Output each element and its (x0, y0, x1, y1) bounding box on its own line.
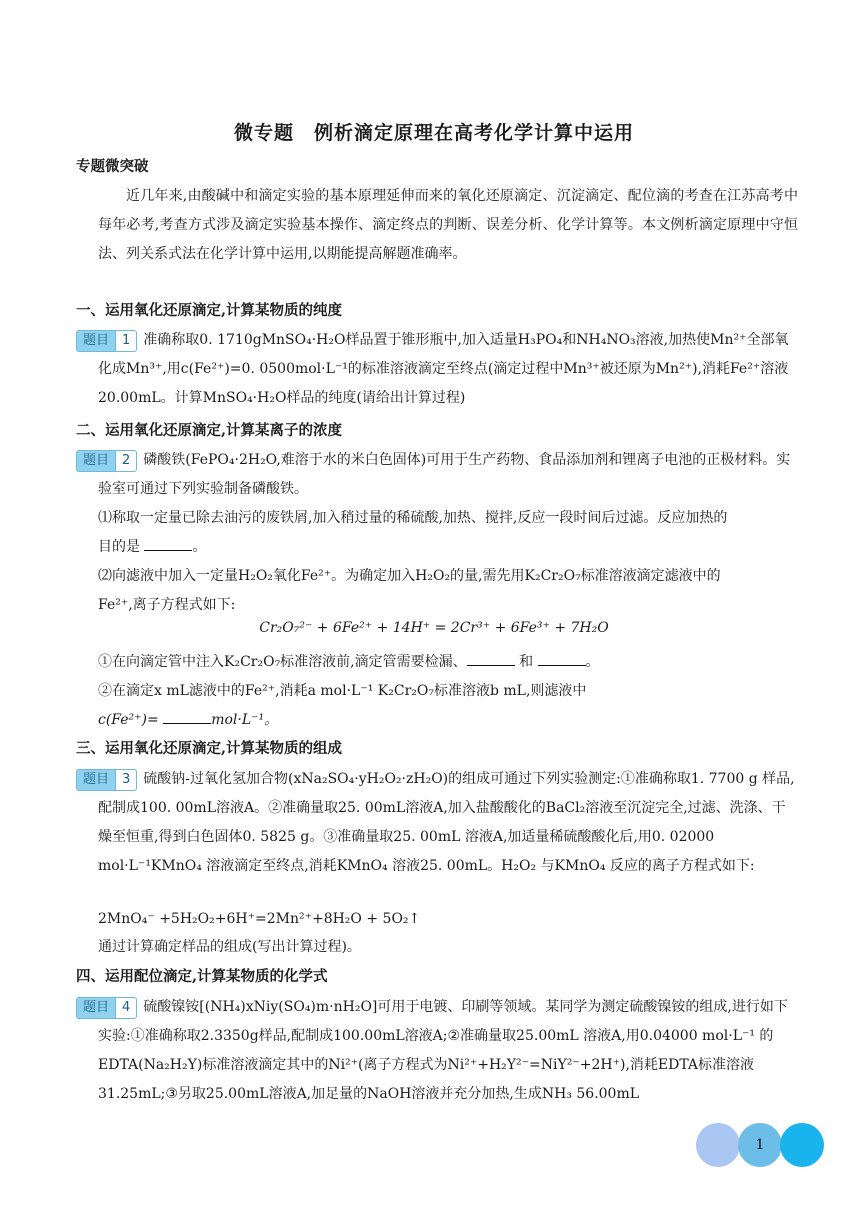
question-3 (76, 765, 796, 881)
page-number-badge (696, 1123, 826, 1169)
section-heading-4: 四、运用配位滴定,计算某物质的化学式 (76, 968, 328, 985)
equation-permanganate: 2MnO₄⁻ +5H₂O₂+6H⁺=2Mn²⁺+8H₂O + 5O₂↑ (98, 911, 421, 927)
q2-sub3: c(Fe²⁺)= mol·L⁻¹。 (98, 706, 798, 735)
q3-tail: 通过计算确定样品的组成(写出计算过程)。 (98, 939, 361, 955)
question-tag-2: 题目 2 (76, 450, 137, 470)
q2-part1-line: ⑴称取一定量已除去油污的废铁屑,加入稍过量的稀硫酸,加热、搅拌,反应一段时间后过滤。反应加热的 (98, 510, 728, 526)
decor-circle-right (780, 1123, 824, 1167)
question-tag-3: 题目 3 (76, 769, 137, 789)
intro-heading: 专题微突破 (76, 158, 149, 175)
answer-blank-4[interactable] (163, 709, 211, 724)
section-heading-3: 三、运用氧化还原滴定,计算某物质的组成 (76, 740, 343, 757)
q2-sub2: ②在滴定x mL滤液中的Fe²⁺,消耗a mol·L⁻¹ K₂Cr₂O₇标准溶液b mL,则滤液中 (98, 683, 587, 699)
intro-paragraph: 近几年来,由酸碱中和滴定实验的基本原理延伸而来的氧化还原滴定、沉淀滴定、配位滴的考查在江苏高考中每年必考,考查方式涉及滴定实验基本操作、滴定终点的判断、误差分析、化学计算等。本文例析滴定原理中守恒法、列关系式法在化学计算中运用,以期能提高解题准确率。 (98, 188, 798, 262)
q2-sub1: ①在向滴定管中注入K₂Cr₂O₇标准溶液前,滴定管需要检漏、 和 。 (98, 648, 798, 677)
question-2-text: 磷酸铁(FePO₄·2H₂O,难溶于水的米白色固体)可用于生产药物、食品添加剂和锂离子电池的正极材料。实验室可通过下列实验制备磷酸铁。 (98, 452, 791, 497)
page-title: 微专题 例析滴定原理在高考化学计算中运用 (233, 122, 634, 144)
section-heading-1: 一、运用氧化还原滴定,计算某物质的纯度 (76, 302, 343, 319)
question-4-text: 硫酸镍铵[(NH₄)xNiy(SO₄)m·nH₂O]可用于电镀、印刷等领域。某同学为测定硫酸镍铵的组成,进行如下实验:①准确称取2.3350g样品,配制成100.00mL溶液A;②准确量取25.00mL 溶液A,用0.04000 mol·L⁻¹ 的EDTA(Na₂H₂Y)标准溶液滴定其中的Ni²⁺(离子方程式为Ni²⁺+H₂Y²⁻=NiY²⁻+2H⁺),消耗EDTA标准溶液31.25mL;③另取25.00mL溶液A,加足量的NaOH溶液并充分加热,生成NH₃ 56.00mL (98, 999, 788, 1102)
question-4 (76, 993, 796, 1109)
answer-blank-3[interactable] (538, 651, 586, 666)
question-tag-4: 题目 4 (76, 997, 137, 1017)
q2-part2-line: ⑵向滤液中加入一定量H₂O₂氧化Fe²⁺。为确定加入H₂O₂的量,需先用K₂Cr₂O₇标准溶液滴定滤液中的 (98, 568, 721, 584)
equation-dichromate: Cr₂O₇²⁻ + 6Fe²⁺ + 14H⁺ = 2Cr³⁺ + 6Fe³⁺ + 7H₂O (259, 620, 609, 636)
page-number: 1 (755, 1137, 765, 1153)
q2-part1-answer-line: 目的是 。 (98, 533, 798, 562)
q2-part2-line-2: Fe²⁺,离子方程式如下: (98, 597, 236, 613)
decor-circle-left (696, 1123, 740, 1167)
question-3-text: 硫酸钠-过氧化氢加合物(xNa₂SO₄·yH₂O₂·zH₂O)的组成可通过下列实验测定:①准确称取1. 7700 g 样品,配制成100. 00mL溶液A。②准确量取25. 00mL溶液A,加入盐酸酸化的BaCl₂溶液至沉淀完全,过滤、洗涤、干燥至恒重,得到白色固体0. 5825 g。③准确量取25. 00mL 溶液A,加适量稀硫酸酸化后,用0. 02000 mol·L⁻¹KMnO₄ 溶液滴定至终点,消耗KMnO₄ 溶液25. 00mL。H₂O₂ 与KMnO₄ 反应的离子方程式如下: (98, 771, 795, 874)
question-2 (76, 446, 796, 504)
section-heading-2: 二、运用氧化还原滴定,计算某离子的浓度 (76, 422, 343, 439)
question-tag-1: 题目 1 (76, 330, 137, 350)
question-1 (76, 326, 796, 413)
answer-blank-1[interactable] (144, 536, 192, 551)
answer-blank-2[interactable] (467, 651, 515, 666)
question-1-text: 准确称取0. 1710gMnSO₄·H₂O样品置于锥形瓶中,加入适量H₃PO₄和NH₄NO₃溶液,加热使Mn²⁺全部氧化成Mn³⁺,用c(Fe²⁺)=0. 0500mol·L⁻¹的标准溶液滴定至终点(滴定过程中Mn³⁺被还原为Mn²⁺),消耗Fe²⁺溶液20.00mL。计算MnSO₄·H₂O样品的纯度(请给出计算过程) (98, 332, 789, 406)
